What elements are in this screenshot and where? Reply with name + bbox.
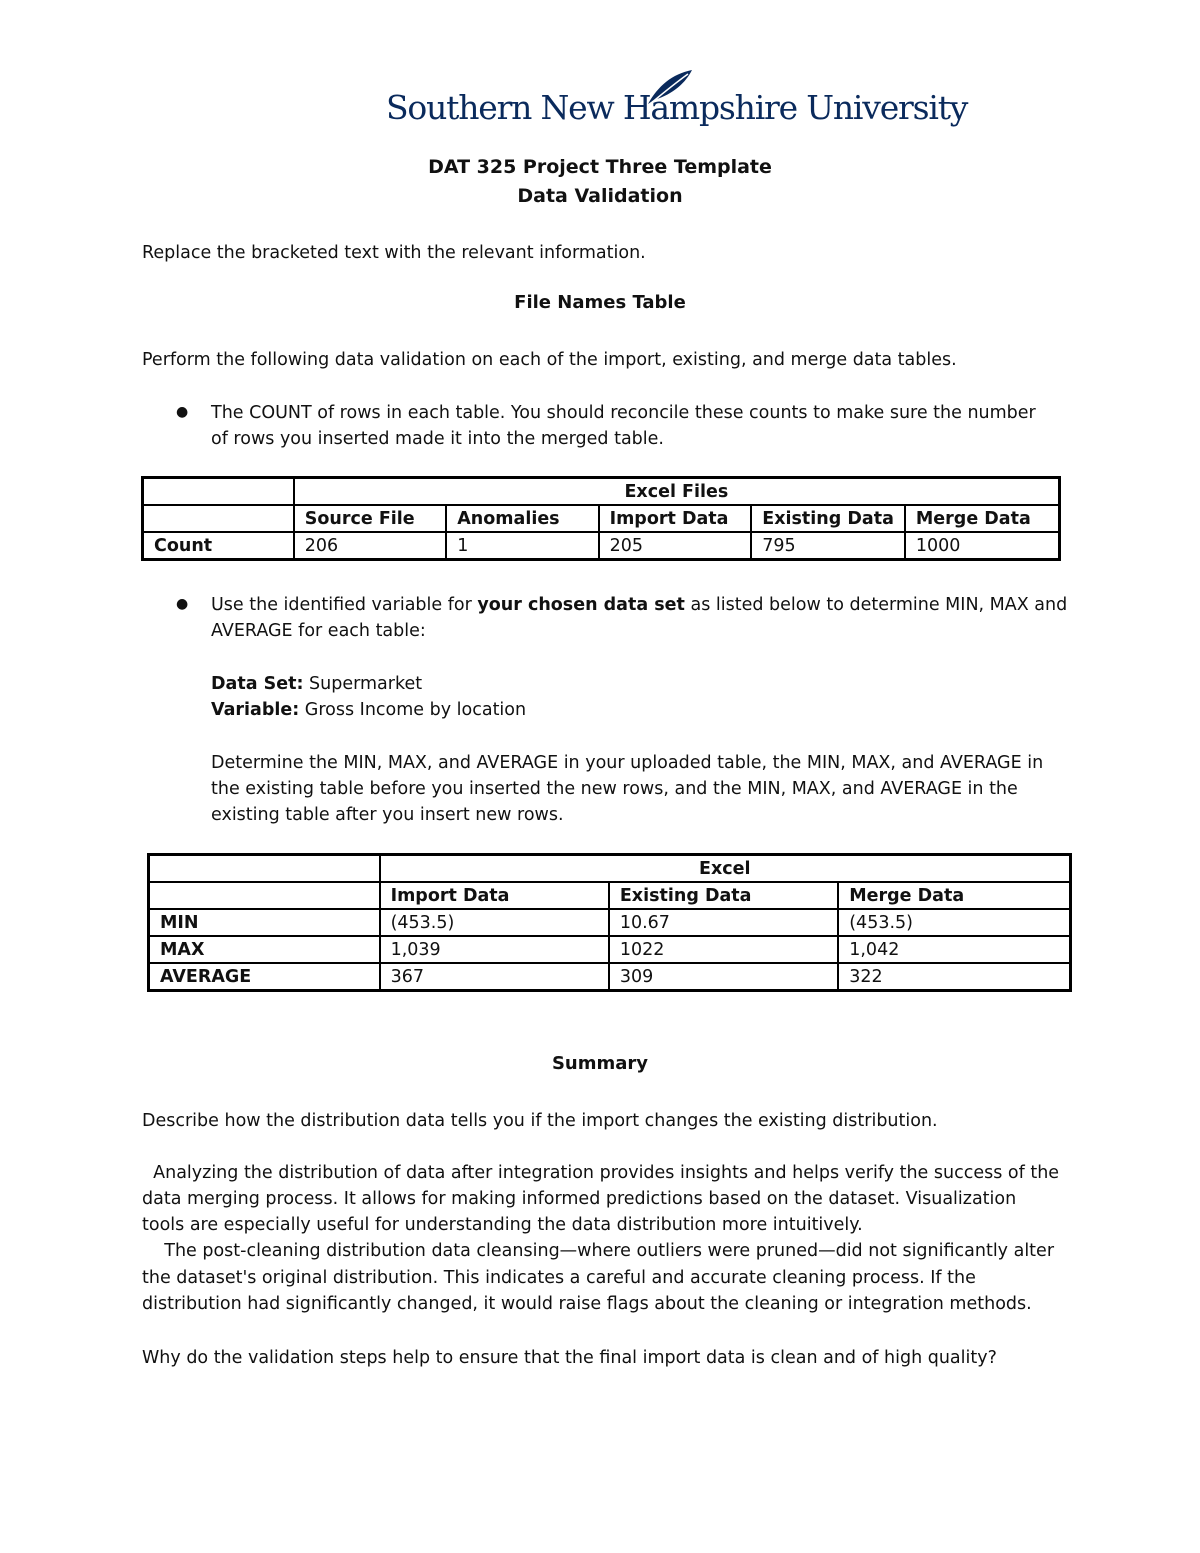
table-cell: (453.5) xyxy=(838,909,1070,936)
table-row xyxy=(149,855,1071,883)
column-header: Source File xyxy=(294,505,446,532)
table-row xyxy=(143,505,1060,532)
table-cell: 1,039 xyxy=(380,936,609,963)
table-cell-empty xyxy=(149,855,380,883)
table-cell: 206 xyxy=(294,532,446,560)
summary-para2-line3: distribution had significantly changed, it would raise flags about the cleaning or integration methods. xyxy=(142,1294,1032,1314)
instructions-text: Replace the bracketed text with the relevant information. xyxy=(142,243,646,263)
bullet1-line2: of rows you inserted made it into the merged table. xyxy=(211,429,664,449)
summary-para2-line1: The post-cleaning distribution data cleansing—where outliers were pruned—did not significantly alter xyxy=(142,1241,1055,1261)
table-cell-empty xyxy=(143,478,294,506)
table-row xyxy=(149,909,1071,936)
variable-line: Variable: Gross Income by location xyxy=(211,700,527,720)
column-header: Merge Data xyxy=(905,505,1060,532)
validation-intro: Perform the following data validation on each of the import, existing, and merge data tables. xyxy=(142,350,957,370)
summary-prompt: Describe how the distribution data tells you if the import changes the existing distribution. xyxy=(142,1111,938,1131)
bullet-icon: ● xyxy=(176,404,189,420)
column-header: Import Data xyxy=(380,882,609,909)
row-label: MAX xyxy=(149,936,380,963)
bullet1-line1: The COUNT of rows in each table. You should reconcile these counts to make sure the number xyxy=(211,403,1036,423)
table-cell: 322 xyxy=(838,963,1070,991)
summary-para1-line2: data merging process. It allows for making informed predictions based on the dataset. Visualization xyxy=(142,1189,1017,1209)
determine-line3: existing table after you insert new rows. xyxy=(211,805,564,825)
table-cell-empty xyxy=(149,882,380,909)
document-title: DAT 325 Project Three Template xyxy=(428,156,772,178)
determine-line2: the existing table before you inserted the new rows, and the MIN, MAX, and AVERAGE in the xyxy=(211,779,1018,799)
table-row xyxy=(149,936,1071,963)
table-cell: 1 xyxy=(446,532,598,560)
row-label: AVERAGE xyxy=(149,963,380,991)
counts-table xyxy=(141,476,1061,561)
column-header: Anomalies xyxy=(446,505,598,532)
leaf-icon xyxy=(644,68,694,108)
column-header: Merge Data xyxy=(838,882,1070,909)
table-row xyxy=(149,882,1071,909)
table-row xyxy=(143,532,1060,560)
table-cell: 205 xyxy=(599,532,752,560)
excel-header: Excel xyxy=(380,855,1071,883)
excel-files-header: Excel Files xyxy=(294,478,1060,506)
bullet2-line1: Use the identified variable for your chosen data set as listed below to determine MIN, MAX and xyxy=(211,595,1068,615)
university-logo xyxy=(386,68,968,138)
determine-line1: Determine the MIN, MAX, and AVERAGE in your uploaded table, the MIN, MAX, and AVERAGE in xyxy=(211,753,1044,773)
column-header: Import Data xyxy=(599,505,752,532)
document-subtitle: Data Validation xyxy=(517,185,683,207)
summary-para1-line3: tools are especially useful for understanding the data distribution more intuitively. xyxy=(142,1215,863,1235)
row-label: MIN xyxy=(149,909,380,936)
summary-para1-line1: Analyzing the distribution of data after integration provides insights and helps verify the success of the xyxy=(142,1163,1060,1183)
dataset-line: Data Set: Supermarket xyxy=(211,674,423,694)
table-cell: 10.67 xyxy=(609,909,838,936)
table-cell: 1022 xyxy=(609,936,838,963)
table-cell: 795 xyxy=(751,532,905,560)
row-label: Count xyxy=(143,532,294,560)
file-names-heading: File Names Table xyxy=(514,292,686,313)
summary-heading: Summary xyxy=(551,1053,649,1074)
table-cell-empty xyxy=(143,505,294,532)
column-header: Existing Data xyxy=(609,882,838,909)
bullet-icon: ● xyxy=(176,596,189,612)
table-cell: (453.5) xyxy=(380,909,609,936)
logo-wordmark: Southern New Hampshire University xyxy=(386,88,968,127)
table-row xyxy=(143,478,1060,506)
bullet2-line2: AVERAGE for each table: xyxy=(211,621,426,641)
table-row xyxy=(149,963,1071,991)
statistics-table xyxy=(147,853,1072,992)
table-cell: 367 xyxy=(380,963,609,991)
table-cell: 309 xyxy=(609,963,838,991)
table-cell: 1,042 xyxy=(838,936,1070,963)
column-header: Existing Data xyxy=(751,505,905,532)
summary-para2-line2: the dataset's original distribution. This indicates a careful and accurate cleaning process. If the xyxy=(142,1268,976,1288)
table-cell: 1000 xyxy=(905,532,1060,560)
validation-question: Why do the validation steps help to ensure that the final import data is clean and of high quality? xyxy=(142,1348,997,1368)
